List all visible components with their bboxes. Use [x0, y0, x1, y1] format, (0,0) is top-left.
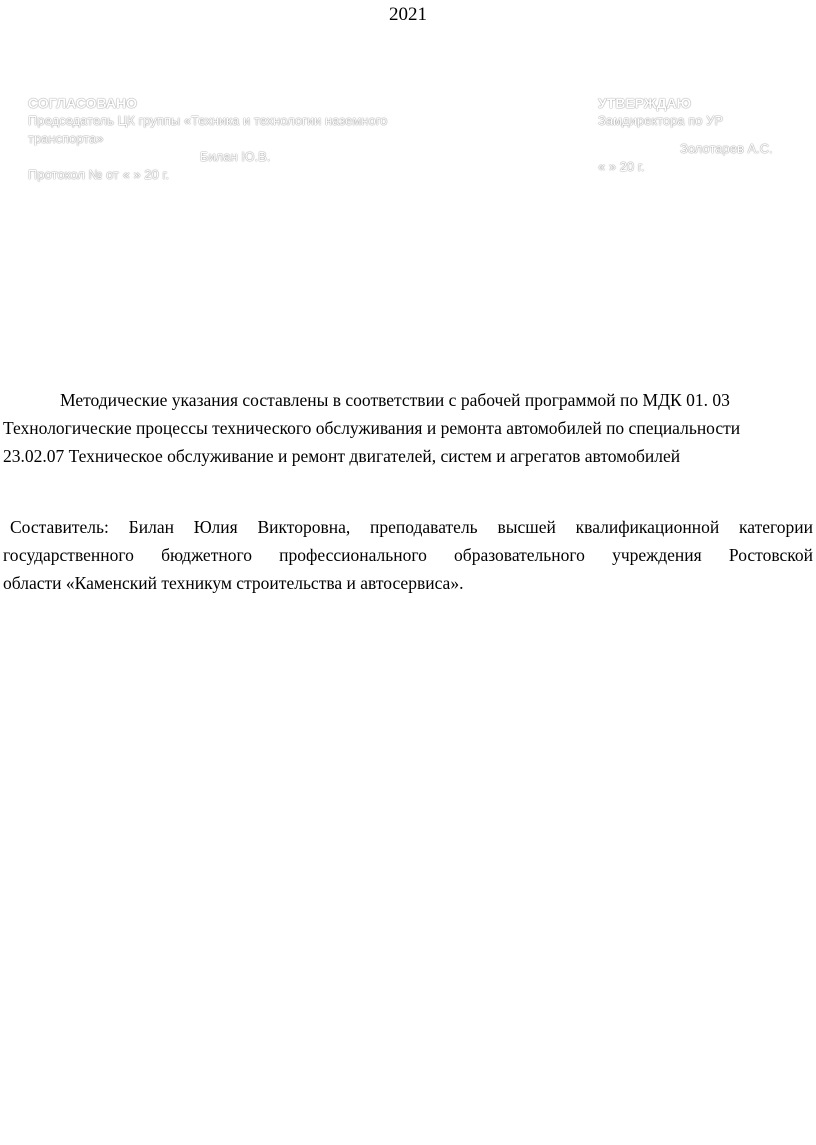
document-year: 2021: [389, 4, 427, 25]
author-paragraph: [3, 513, 813, 597]
agreed-protocol: Протокол № от « » 20 г.: [28, 167, 170, 182]
approved-date: « » 20 г.: [598, 159, 645, 174]
agreed-chair-line: Председатель ЦК группы «Техника и технологии наземного: [28, 113, 388, 128]
para2-line-3: области «Каменский техникум строительства и автосервиса».: [3, 573, 464, 593]
para2-line-2: государственного бюджетного профессионального образовательного учреждения Ростовской: [3, 545, 813, 565]
approved-signature: Золотарев А.С.: [680, 141, 773, 156]
methodical-instructions-paragraph: [3, 386, 813, 470]
agreed-chair-line-cont: транспорта»: [28, 131, 104, 146]
approved-title: УТВЕРЖДАЮ: [598, 95, 692, 111]
para2-line-1: [3, 513, 813, 541]
para1-line-3: 23.02.07 Техническое обслуживание и ремонт двигателей, систем и агрегатов автомобилей: [3, 446, 681, 466]
para2-line-1-text: Составитель: Билан Юлия Викторовна, преподаватель высшей квалификационной категории: [10, 517, 813, 537]
para1-line-1-text: Методические указания составлены в соответствии с рабочей программой по МДК 01. 03: [60, 390, 730, 410]
agreed-block: [28, 94, 448, 184]
para1-line-1: [3, 386, 813, 414]
approved-position: Замдиректора по УР: [598, 113, 724, 128]
agreed-title: СОГЛАСОВАНО: [28, 95, 137, 111]
approved-block: [598, 94, 808, 176]
para1-line-2: Технологические процессы технического обслуживания и ремонта автомобилей по специальности: [3, 418, 741, 438]
agreed-signature: Билан Ю.В.: [200, 149, 271, 164]
